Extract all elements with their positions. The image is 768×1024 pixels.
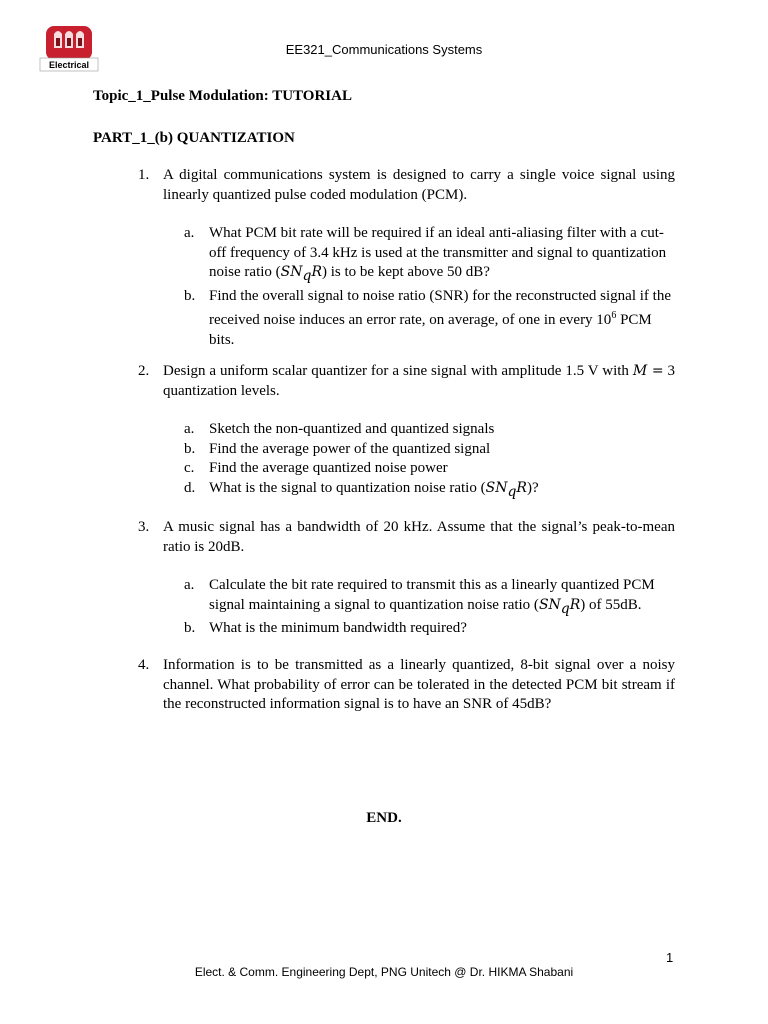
subpart-label: b. — [184, 620, 196, 636]
question-2-subparts — [184, 420, 676, 502]
question-3 — [138, 518, 675, 557]
subpart-label: a. — [184, 577, 195, 593]
subpart-a — [184, 576, 676, 619]
page-footer: Elect. & Comm. Engineering Dept, PNG Unitech @ Dr. HIKMA Shabani — [194, 965, 574, 979]
question-2 — [138, 362, 675, 401]
subpart-text: Calculate the bit rate required to transmit this as a linearly quantized PCM signal maintaining a signal to quantization noise ratio ( — [209, 577, 655, 613]
math-r: R — [569, 596, 581, 613]
subpart-text-end: PCM bits. — [209, 312, 652, 348]
subpart-text: What is the signal to quantization noise ratio ( — [209, 479, 486, 496]
course-title: EE321_Communications Systems — [285, 42, 483, 57]
subpart-label: c. — [184, 460, 195, 476]
logo-text: Electrical — [48, 60, 90, 70]
question-number: 4. — [138, 657, 150, 673]
question-text-end: 3 quantization levels. — [163, 363, 675, 399]
subpart-a — [184, 224, 676, 287]
subpart-label: a. — [184, 225, 195, 241]
math-sn: SN — [280, 264, 303, 280]
subpart-label: d. — [184, 479, 196, 496]
question-4 — [138, 656, 675, 715]
subpart-d — [184, 479, 676, 503]
question-number: 3. — [138, 519, 150, 535]
question-3-subparts — [184, 576, 676, 639]
math-r: R — [516, 479, 527, 496]
question-text: Information is to be transmitted as a linearly quantized, 8-bit signal over a noisy channel. What probability of error can be tolerated in the detected PCM bit stream if the reconstructed information signal is to have an SNR of 45dB? — [163, 657, 675, 712]
topic-title: Topic_1_Pulse Modulation: TUTORIAL — [93, 88, 352, 104]
math-subscript: q — [302, 268, 312, 284]
subpart-b — [184, 287, 676, 351]
question-1 — [138, 166, 675, 205]
subpart-label: b. — [184, 287, 196, 304]
math-subscript: q — [507, 483, 517, 500]
subpart-c — [184, 459, 676, 479]
subpart-text: What PCM bit rate will be required if an ideal anti-aliasing filter with a cut-off frequency of 3.4 kHz is used at the transmitter and signal to quantization noise ratio ( — [209, 225, 667, 280]
math-sn: SN — [485, 479, 508, 496]
subpart-text: Find the average power of the quantized signal — [209, 440, 491, 457]
subpart-b — [184, 440, 676, 460]
math-m: M = — [632, 363, 664, 379]
question-text: Design a uniform scalar quantizer for a sine signal with amplitude 1.5 V with — [163, 363, 633, 379]
subpart-label: b. — [184, 440, 196, 457]
subpart-a — [184, 420, 676, 440]
subpart-text: Sketch the non-quantized and quantized signals — [209, 421, 495, 437]
page-number: 1 — [666, 950, 674, 965]
end-marker: END. — [366, 810, 402, 826]
superscript: 6 — [611, 310, 617, 321]
part-title: PART_1_(b) QUANTIZATION — [93, 130, 295, 146]
question-number: 2. — [138, 363, 150, 379]
question-text: A digital communications system is designed to carry a single voice signal using linearly quantized pulse coded modulation (PCM). — [163, 167, 675, 203]
subpart-text: Find the average quantized noise power — [209, 460, 448, 476]
math-sn: SN — [538, 596, 561, 613]
subpart-text-end: ) of 55dB. — [580, 596, 642, 613]
math-subscript: q — [560, 600, 570, 617]
subpart-label: a. — [184, 421, 195, 437]
question-number: 1. — [138, 167, 150, 183]
subpart-text-end: ) is to be kept above 50 dB? — [322, 264, 490, 280]
question-text: A music signal has a bandwidth of 20 kHz. Assume that the signal’s peak-to-mean ratio is 20dB. — [163, 519, 675, 555]
subpart-text: Find the overall signal to noise ratio (SNR) for the reconstructed signal if the received noise induces an error rate, on average, of one in every 10 — [209, 287, 671, 328]
subpart-b — [184, 619, 676, 639]
subpart-text: What is the minimum bandwidth required? — [209, 620, 467, 636]
math-r: R — [311, 264, 323, 280]
subpart-text-end: )? — [526, 479, 539, 496]
question-1-subparts — [184, 224, 676, 350]
